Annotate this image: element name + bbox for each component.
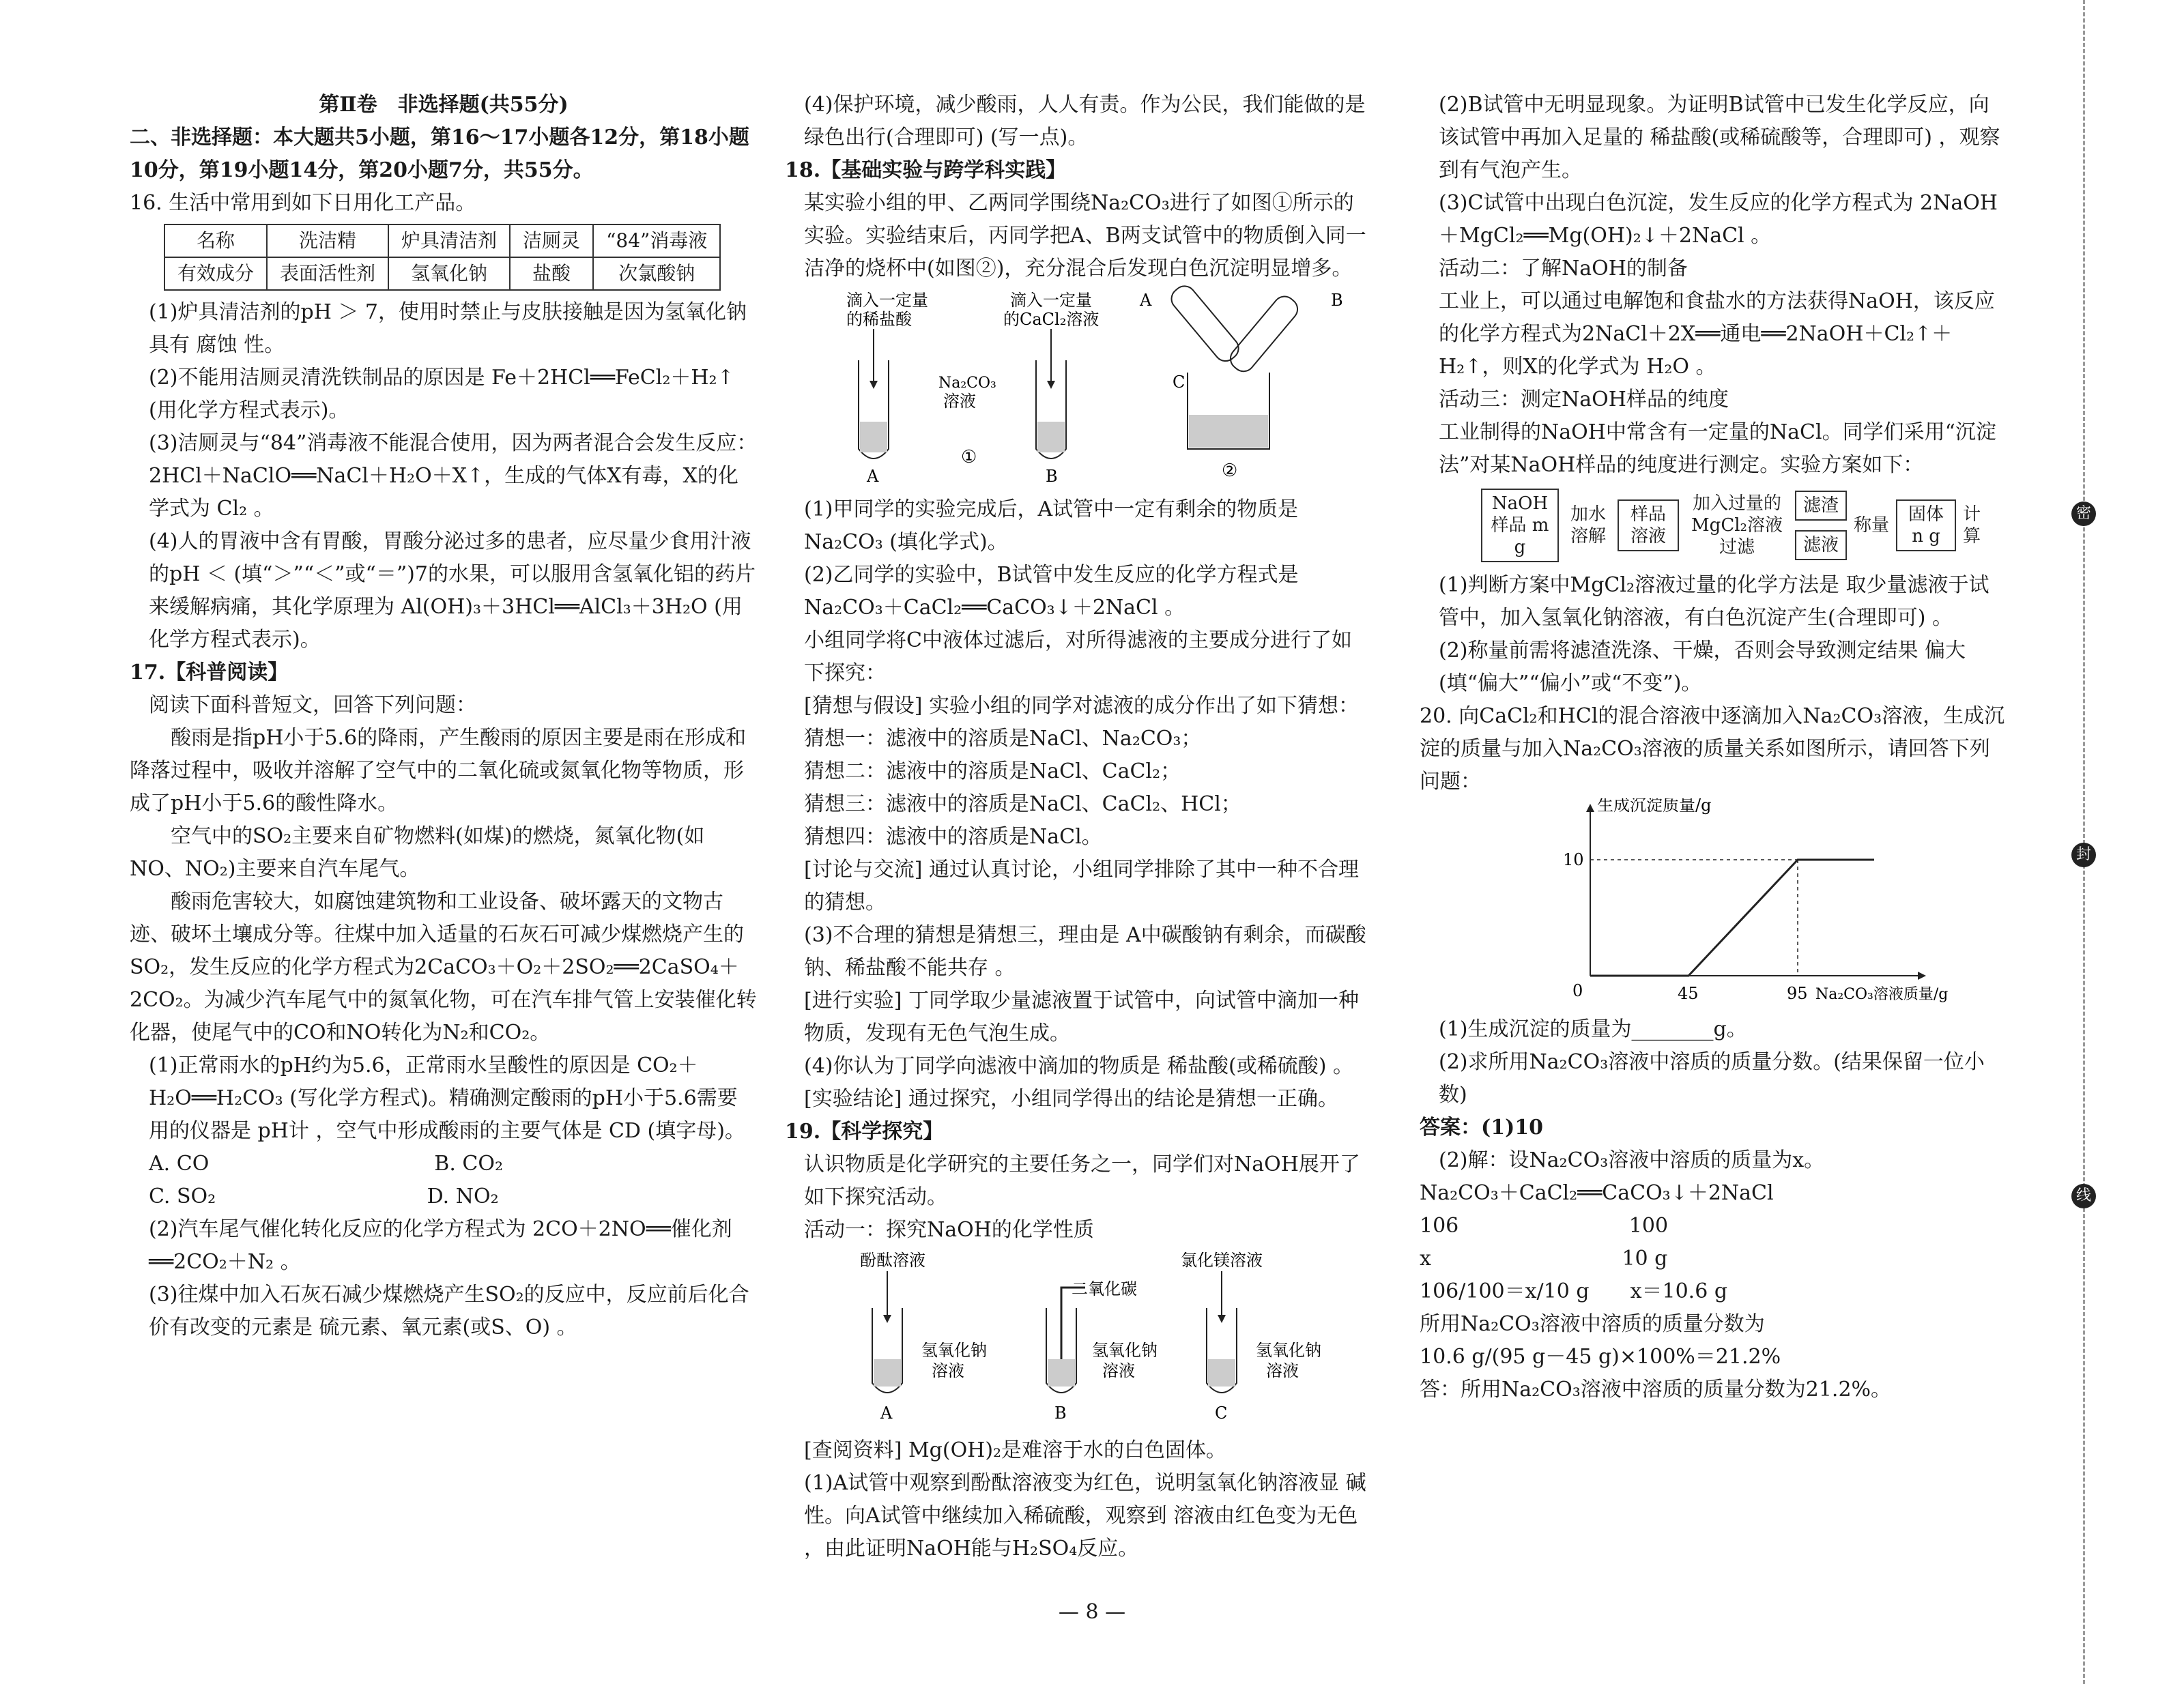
tick-label-x0: 0 bbox=[1572, 981, 1583, 1000]
tick-label-x45: 45 bbox=[1678, 984, 1699, 1003]
col1b-line: 酸雨是指pH小于5.6的降雨，产生酸雨的原因主要是雨在形成和降落过程中，吸收并溶解了空气中的二氧化硫或氮氧化物等物质，形成了pH小于5.6的酸性降水。 bbox=[130, 726, 747, 815]
page-number: — 8 — bbox=[1058, 1600, 1126, 1624]
flow-diagram bbox=[1481, 489, 2007, 562]
col3c-line: 答：所用Na₂CO₃溶液中溶质的质量分数为21.2%。 bbox=[1420, 1378, 1892, 1402]
col3b-line: 20. 向CaCl₂和HCl的混合溶液中逐滴加入Na₂CO₃溶液，生成沉淀的质量与加入Na₂CO₃溶液的质量关系如图所示，请回答下列问题： bbox=[1420, 704, 2005, 794]
col2c-line: [查阅资料] Mg(OH)₂是难溶于水的白色固体。 bbox=[804, 1438, 1227, 1462]
fig19-tube-a-label: A bbox=[880, 1404, 893, 1423]
flow-step-filter: 加入过量的MgCl₂溶液 过滤 bbox=[1691, 493, 1783, 557]
col3-line: 工业上，可以通过电解饱和食盐水的方法获得NaOH，该反应的化学方程式为2NaCl＋2X══通电══2NaOH＋Cl₂↑＋H₂↑，则X的化学式为 H₂O 。 bbox=[1439, 289, 1995, 379]
col1b-line: (2)不能用洁厕灵清洗铁制品的原因是 Fe＋2HCl══FeCl₂＋H₂↑ (用化学方程式表示)。 bbox=[149, 366, 734, 422]
col2b-line: 猜想二：滤液中的溶质是NaCl、CaCl₂； bbox=[804, 759, 1181, 783]
column-3 bbox=[1420, 89, 2007, 1406]
col2b-line: 19.【科学探究】 bbox=[785, 1120, 944, 1144]
flow-step-calc: 计算 bbox=[1963, 504, 1981, 547]
fig18-solution-label: 溶液 bbox=[943, 392, 976, 411]
col2b-line: 猜想一：滤液中的溶质是NaCl、Na₂CO₃； bbox=[804, 727, 1202, 751]
table-cell: 盐酸 bbox=[510, 257, 593, 290]
col1b-line: (1)正常雨水的pH约为5.6，正常雨水呈酸性的原因是 CO₂＋H₂O══H₂CO₃ (写化学方程式)。精确测定酸雨的pH小于5.6需要用的仪器是 pH计 ，空气中形成酸雨的主要气体是 CD (填字母)。 bbox=[149, 1054, 745, 1143]
column-1 bbox=[130, 89, 758, 1344]
col3c-line: Na₂CO₃＋CaCl₂══CaCO₃↓＋2NaCl bbox=[1420, 1181, 1774, 1205]
col2b-line: 认识物质是化学研究的主要任务之一，同学们对NaOH展开了如下探究活动。 bbox=[804, 1152, 1360, 1209]
col2b-line: 猜想三：滤液中的溶质是NaCl、CaCl₂、HCl； bbox=[804, 792, 1241, 816]
col3c-line: 所用Na₂CO₃溶液中溶质的质量分数为 bbox=[1420, 1312, 1765, 1336]
fig18-label-hcl-2: 的稀盐酸 bbox=[846, 310, 912, 329]
col1b-line: (3)洁厕灵与“84”消毒液不能混合使用，因为两者混合会发生反应：2HCl＋NaClO══NaCl＋H₂O＋X↑，生成的气体X有毒，X的化学式为 Cl₂ 。 bbox=[149, 431, 758, 521]
table-row bbox=[164, 224, 720, 257]
col2b-line: (2)乙同学的实验中，B试管中发生反应的化学方程式是 Na₂CO₃＋CaCl₂══CaCO₃↓＋2NaCl 。 bbox=[804, 563, 1299, 620]
col2b-line: [猜想与假设] 实验小组的同学对滤液的成分作出了如下猜想： bbox=[804, 694, 1359, 718]
cut-line bbox=[2083, 0, 2085, 1684]
col1b-line: (2)汽车尾气催化转化反应的化学方程式为 2CO＋2NO══催化剂══2CO₂＋N₂ 。 bbox=[149, 1217, 732, 1274]
col2b-line: 活动一：探究NaOH的化学性质 bbox=[804, 1218, 1094, 1242]
col3-line: (2)B试管中无明显现象。为证明B试管中已发生化学反应，向该试管中再加入足量的 稀盐酸(或稀硫酸等，合理即可) ，观察到有气泡产生。 bbox=[1439, 93, 2000, 182]
col2b-line: (4)你认为丁同学向滤液中滴加的物质是 稀盐酸(或稀硫酸) 。 bbox=[804, 1054, 1353, 1078]
tick-label-y10: 10 bbox=[1563, 850, 1584, 869]
col2b-line: 小组同学将C中液体过滤后，对所得滤液的主要成分进行了如下探究： bbox=[804, 628, 1352, 685]
col1b-line: (1)炉具清洁剂的pH ＞ 7，使用时禁止与皮肤接触是因为氢氧化钠具有 腐蚀 性。 bbox=[149, 300, 747, 357]
col3-line: 活动三：测定NaOH样品的纯度 bbox=[1439, 388, 1729, 411]
col1-line: 第Ⅱ卷 非选择题(共55分) bbox=[319, 93, 569, 117]
col2b-line: [实验结论] 通过探究，小组同学得出的结论是猜想一正确。 bbox=[804, 1087, 1338, 1111]
col3c-line: 10.6 g/(95 g－45 g)×100%＝21.2% bbox=[1420, 1345, 1781, 1369]
table-cell: 有效成分 bbox=[164, 257, 267, 290]
table-cell: 炉具清洁剂 bbox=[388, 224, 510, 257]
product-table bbox=[164, 224, 721, 291]
col3-line: 活动二：了解NaOH的制备 bbox=[1439, 257, 1688, 280]
table-cell: 名称 bbox=[164, 224, 267, 257]
flow-step-dissolve: 加水溶解 bbox=[1570, 504, 1606, 547]
col2b-line: 猜想四：滤液中的溶质是NaCl。 bbox=[804, 825, 1102, 849]
col1b-line: 酸雨危害较大，如腐蚀建筑物和工业设备、破坏露天的文物古迹、破坏土壤成分等。往煤中加入适量的石灰石可减少煤燃烧产生的SO₂，发生反应的化学方程式为2CaCO₃＋O₂＋2SO₂══2CaSO₄＋2CO₂。为减少汽车尾气中的氮氧化物，可在汽车排气管上安装催化转化器，使尾气中的CO和NO转化为N₂和CO₂。 bbox=[130, 890, 757, 1045]
fig19-mgcl2-label: 氯化镁溶液 bbox=[1181, 1251, 1263, 1270]
seal-mark-feng: 封 bbox=[2071, 843, 2096, 867]
figure-20-chart bbox=[1420, 798, 2007, 1003]
col1b-line: (4)人的胃液中含有胃酸，胃酸分泌过多的患者，应尽量少食用汁液的pH ＜ (填“＞”“＜”或“＝”)7的水果，可以服用含氢氧化铝的药片来缓解病痛，其化学原理为 Al(OH)₃＋3HCl══AlCl₃＋3H₂O (用化学方程式表示)。 bbox=[149, 529, 756, 652]
col2b-line: [讨论与交流] 通过认真讨论，小组同学排除了其中一种不合理的猜想。 bbox=[804, 858, 1359, 914]
series-line bbox=[1590, 860, 1874, 976]
flow-box-sample: NaOH样品 m g bbox=[1481, 489, 1559, 562]
fig18-beaker-a-label: A bbox=[1140, 291, 1152, 310]
fig19-tube-b-label: B bbox=[1054, 1404, 1067, 1423]
flow-box-residue: 滤渣 bbox=[1795, 491, 1847, 521]
figure-18-apparatus bbox=[785, 285, 1372, 483]
fig18-tube-a-label: A bbox=[867, 467, 879, 483]
col2c-line: (1)A试管中观察到酚酞溶液变为红色，说明氢氧化钠溶液显 碱 性。向A试管中继续加入稀硫酸，观察到 溶液由红色变为无色 ，由此证明NaOH能与H₂SO₄反应。 bbox=[804, 1471, 1366, 1560]
table-cell: 氢氧化钠 bbox=[388, 257, 510, 290]
col2-line: 18.【基础实验与跨学科实践】 bbox=[785, 158, 1067, 182]
col1b-line: A. CO B. CO₂ bbox=[149, 1152, 503, 1176]
fig18-beaker-b-label: B bbox=[1331, 291, 1343, 310]
flow-box-filtrate: 滤液 bbox=[1795, 530, 1847, 560]
col1-line: 16. 生活中常用到如下日用化工产品。 bbox=[130, 191, 476, 215]
col3c-line: 106 100 bbox=[1420, 1214, 1669, 1238]
table-cell: 洗洁精 bbox=[267, 224, 388, 257]
col2-line: (4)保护环境，减少酸雨，人人有责。作为公民，我们能做的是 绿色出行(合理即可) (写一点)。 bbox=[804, 93, 1366, 149]
fig19-naoh-label-b2: 溶液 bbox=[1102, 1361, 1135, 1380]
col3b-line: (2)称量前需将滤渣洗涤、干燥，否则会导致测定结果 偏大 (填“偏大”“偏小”或“不变”)。 bbox=[1439, 639, 1966, 695]
seal-mark-mi: 密 bbox=[2071, 502, 2096, 526]
table-cell: 表面活性剂 bbox=[267, 257, 388, 290]
col1b-line: 空气中的SO₂主要来自矿物燃料(如煤)的燃烧，氮氧化物(如NO、NO₂)主要来自汽车尾气。 bbox=[130, 824, 705, 881]
table-cell: 次氯酸钠 bbox=[593, 257, 720, 290]
col1b-line: C. SO₂ D. NO₂ bbox=[149, 1185, 499, 1208]
fig19-naoh-label-a2: 溶液 bbox=[932, 1361, 964, 1380]
col2b-line: (3)不合理的猜想是猜想三，理由是 A中碳酸钠有剩余，而碳酸钠、稀盐酸不能共存 。 bbox=[804, 923, 1366, 980]
fig18-beaker-c-label: C bbox=[1173, 373, 1186, 392]
x-axis-arrow bbox=[1918, 972, 1926, 980]
col3c-line: (1)生成沉淀的质量为________g。 bbox=[1439, 1017, 1747, 1041]
column-2 bbox=[785, 89, 1372, 1565]
fig18-number-2: ② bbox=[1222, 461, 1238, 481]
fig19-naoh-label-a1: 氢氧化钠 bbox=[921, 1341, 987, 1360]
col3c-line: (2)求所用Na₂CO₃溶液中溶质的质量分数。(结果保留一位小数) bbox=[1439, 1050, 1985, 1107]
fig18-tube-b-label: B bbox=[1046, 467, 1058, 483]
y-axis-label: 生成沉淀质量/g bbox=[1597, 798, 1712, 815]
table-row bbox=[164, 257, 720, 290]
y-axis-arrow bbox=[1586, 804, 1594, 812]
fig19-naoh-label-b1: 氢氧化钠 bbox=[1092, 1341, 1158, 1360]
fig19-naoh-label-c1: 氢氧化钠 bbox=[1256, 1341, 1321, 1360]
fig19-tube-c-label: C bbox=[1215, 1404, 1228, 1423]
table-cell: 洁厕灵 bbox=[510, 224, 593, 257]
fig18-na2co3-label: Na₂CO₃ bbox=[938, 375, 996, 392]
flow-box-solid: 固体 n g bbox=[1896, 499, 1956, 551]
flow-step-weigh: 称量 bbox=[1854, 515, 1890, 536]
fig19-naoh-label-c2: 溶液 bbox=[1266, 1361, 1299, 1380]
seal-mark-xian: 线 bbox=[2071, 1184, 2096, 1208]
col2b-line: [进行实验] 丁同学取少量滤液置于试管中，向试管中滴加一种物质，发现有无色气泡生成。 bbox=[804, 989, 1359, 1045]
table-cell: “84”消毒液 bbox=[593, 224, 720, 257]
fig19-co2-label: 二氧化碳 bbox=[1072, 1279, 1137, 1298]
col3c-line: x 10 g bbox=[1420, 1247, 1668, 1271]
col3b-line: (1)判断方案中MgCl₂溶液过量的化学方法是 取少量滤液于试管中，加入氢氧化钠溶液，有白色沉淀产生(合理即可) 。 bbox=[1439, 573, 1989, 630]
col2-line: 某实验小组的甲、乙两同学围绕Na₂CO₃进行了如图①所示的实验。实验结束后，丙同学把A、B两支试管中的物质倒入同一洁净的烧杯中(如图②)，充分混合后发现白色沉淀明显增多。 bbox=[804, 191, 1366, 280]
col3c-line: 106/100＝x/10 g x＝10.6 g bbox=[1420, 1279, 1728, 1303]
fig18-number-1: ① bbox=[961, 447, 977, 467]
col1-line: 二、非选择题：本大题共5小题，第16～17小题各12分，第18小题10分，第19小题14分，第20小题7分，共55分。 bbox=[130, 126, 749, 182]
col1b-line: (3)往煤中加入石灰石减少煤燃烧产生SO₂的反应中，反应前后化合价有改变的元素是 硫元素、氧元素(或S、O) 。 bbox=[149, 1283, 749, 1339]
col3-line: 工业制得的NaOH中常含有一定量的NaCl。同学们采用“沉淀法”对某NaOH样品的纯度进行测定。实验方案如下： bbox=[1439, 420, 1996, 477]
col3c-line: 答案：(1)10 bbox=[1420, 1116, 1544, 1139]
fig18-label-hcl-1: 滴入一定量 bbox=[846, 291, 928, 310]
col3c-line: (2)解：设Na₂CO₃溶液中溶质的质量为x。 bbox=[1439, 1148, 1825, 1172]
flow-box-solution: 样品溶液 bbox=[1618, 499, 1679, 551]
col1b-line: 阅读下面科普短文，回答下列问题： bbox=[149, 693, 476, 717]
col1b-line: 17.【科普阅读】 bbox=[130, 660, 289, 684]
figure-19-tubes bbox=[785, 1247, 1372, 1424]
fig18-label-cacl2-2: 的CaCl₂溶液 bbox=[1003, 310, 1100, 329]
col2b-line: (1)甲同学的实验完成后，A试管中一定有剩余的物质是 Na₂CO₃ (填化学式)。 bbox=[804, 497, 1299, 554]
x-axis-label: Na₂CO₃溶液质量/g bbox=[1815, 986, 1949, 1003]
col3-line: (3)C试管中出现白色沉淀，发生反应的化学方程式为 2NaOH＋MgCl₂══Mg(OH)₂↓＋2NaCl 。 bbox=[1439, 191, 1998, 248]
fig18-label-cacl2-1: 滴入一定量 bbox=[1010, 291, 1092, 310]
tick-label-x95: 95 bbox=[1787, 984, 1808, 1003]
fig19-phenolphthalein-label: 酚酞溶液 bbox=[860, 1251, 925, 1270]
